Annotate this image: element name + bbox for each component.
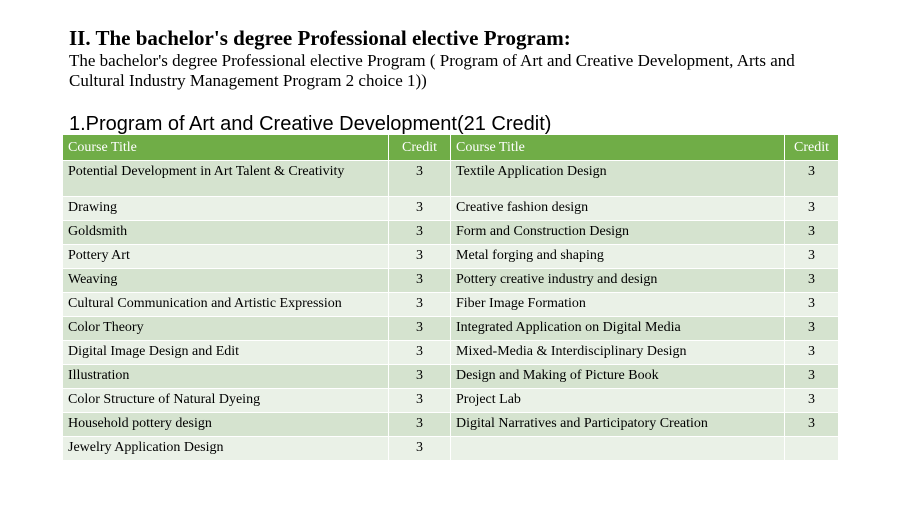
credit-cell: 3 bbox=[785, 197, 839, 221]
course-title-cell: Project Lab bbox=[451, 389, 785, 413]
column-header-course-title: Course Title bbox=[63, 135, 389, 161]
credit-cell: 3 bbox=[785, 317, 839, 341]
column-header-credit: Credit bbox=[389, 135, 451, 161]
credit-cell: 3 bbox=[389, 365, 451, 389]
table-row bbox=[63, 437, 839, 461]
credit-cell: 3 bbox=[785, 161, 839, 197]
column-header-course-title: Course Title bbox=[451, 135, 785, 161]
table-body bbox=[63, 161, 839, 461]
credit-cell: 3 bbox=[785, 365, 839, 389]
credit-cell: 3 bbox=[389, 221, 451, 245]
course-title-cell: Textile Application Design bbox=[451, 161, 785, 197]
course-title-cell: Fiber Image Formation bbox=[451, 293, 785, 317]
course-title-cell: Color Theory bbox=[63, 317, 389, 341]
credit-cell: 3 bbox=[389, 341, 451, 365]
credit-cell: 3 bbox=[389, 389, 451, 413]
course-title-cell: Potential Development in Art Talent & Creativity bbox=[63, 161, 389, 197]
course-table bbox=[62, 134, 839, 461]
course-title-cell: Digital Image Design and Edit bbox=[63, 341, 389, 365]
table-row bbox=[63, 341, 839, 365]
course-title-cell: Goldsmith bbox=[63, 221, 389, 245]
course-title-cell: Metal forging and shaping bbox=[451, 245, 785, 269]
credit-cell: 3 bbox=[389, 317, 451, 341]
table-row bbox=[63, 293, 839, 317]
course-title-cell: Digital Narratives and Participatory Creation bbox=[451, 413, 785, 437]
credit-cell: 3 bbox=[389, 161, 451, 197]
course-title-cell: Cultural Communication and Artistic Expression bbox=[63, 293, 389, 317]
table-row bbox=[63, 389, 839, 413]
table-row bbox=[63, 269, 839, 293]
course-title-cell: Color Structure of Natural Dyeing bbox=[63, 389, 389, 413]
table-row bbox=[63, 245, 839, 269]
table-row bbox=[63, 365, 839, 389]
credit-cell: 3 bbox=[785, 269, 839, 293]
course-title-cell: Drawing bbox=[63, 197, 389, 221]
credit-cell: 3 bbox=[389, 245, 451, 269]
course-title-cell: Integrated Application on Digital Media bbox=[451, 317, 785, 341]
course-title-cell: Pottery Art bbox=[63, 245, 389, 269]
table-row bbox=[63, 413, 839, 437]
table-header-row bbox=[63, 135, 839, 161]
course-title-cell: Mixed-Media & Interdisciplinary Design bbox=[451, 341, 785, 365]
course-title-cell: Weaving bbox=[63, 269, 389, 293]
course-title-cell: Pottery creative industry and design bbox=[451, 269, 785, 293]
credit-cell: 3 bbox=[785, 389, 839, 413]
intro-text: The bachelor's degree Professional elective Program ( Program of Art and Creative Development, Arts and Cultural Industry Management Program 2 choice 1)) bbox=[69, 51, 795, 90]
course-title-cell: Household pottery design bbox=[63, 413, 389, 437]
credit-cell: 3 bbox=[389, 197, 451, 221]
credit-cell: 3 bbox=[785, 413, 839, 437]
credit-cell: 3 bbox=[785, 341, 839, 365]
course-title-cell bbox=[451, 437, 785, 461]
credit-cell: 3 bbox=[785, 221, 839, 245]
course-title-cell: Creative fashion design bbox=[451, 197, 785, 221]
credit-cell bbox=[785, 437, 839, 461]
credit-cell: 3 bbox=[785, 245, 839, 269]
page-heading: II. The bachelor's degree Professional elective Program: bbox=[69, 26, 571, 50]
section-title: 1.Program of Art and Creative Development(21 Credit) bbox=[69, 113, 552, 135]
table-row bbox=[63, 317, 839, 341]
credit-cell: 3 bbox=[389, 437, 451, 461]
table-row bbox=[63, 161, 839, 197]
credit-cell: 3 bbox=[389, 413, 451, 437]
credit-cell: 3 bbox=[389, 269, 451, 293]
course-title-cell: Design and Making of Picture Book bbox=[451, 365, 785, 389]
course-title-cell: Jewelry Application Design bbox=[63, 437, 389, 461]
course-title-cell: Form and Construction Design bbox=[451, 221, 785, 245]
table-row bbox=[63, 197, 839, 221]
course-title-cell: Illustration bbox=[63, 365, 389, 389]
credit-cell: 3 bbox=[785, 293, 839, 317]
credit-cell: 3 bbox=[389, 293, 451, 317]
table-row bbox=[63, 221, 839, 245]
column-header-credit: Credit bbox=[785, 135, 839, 161]
